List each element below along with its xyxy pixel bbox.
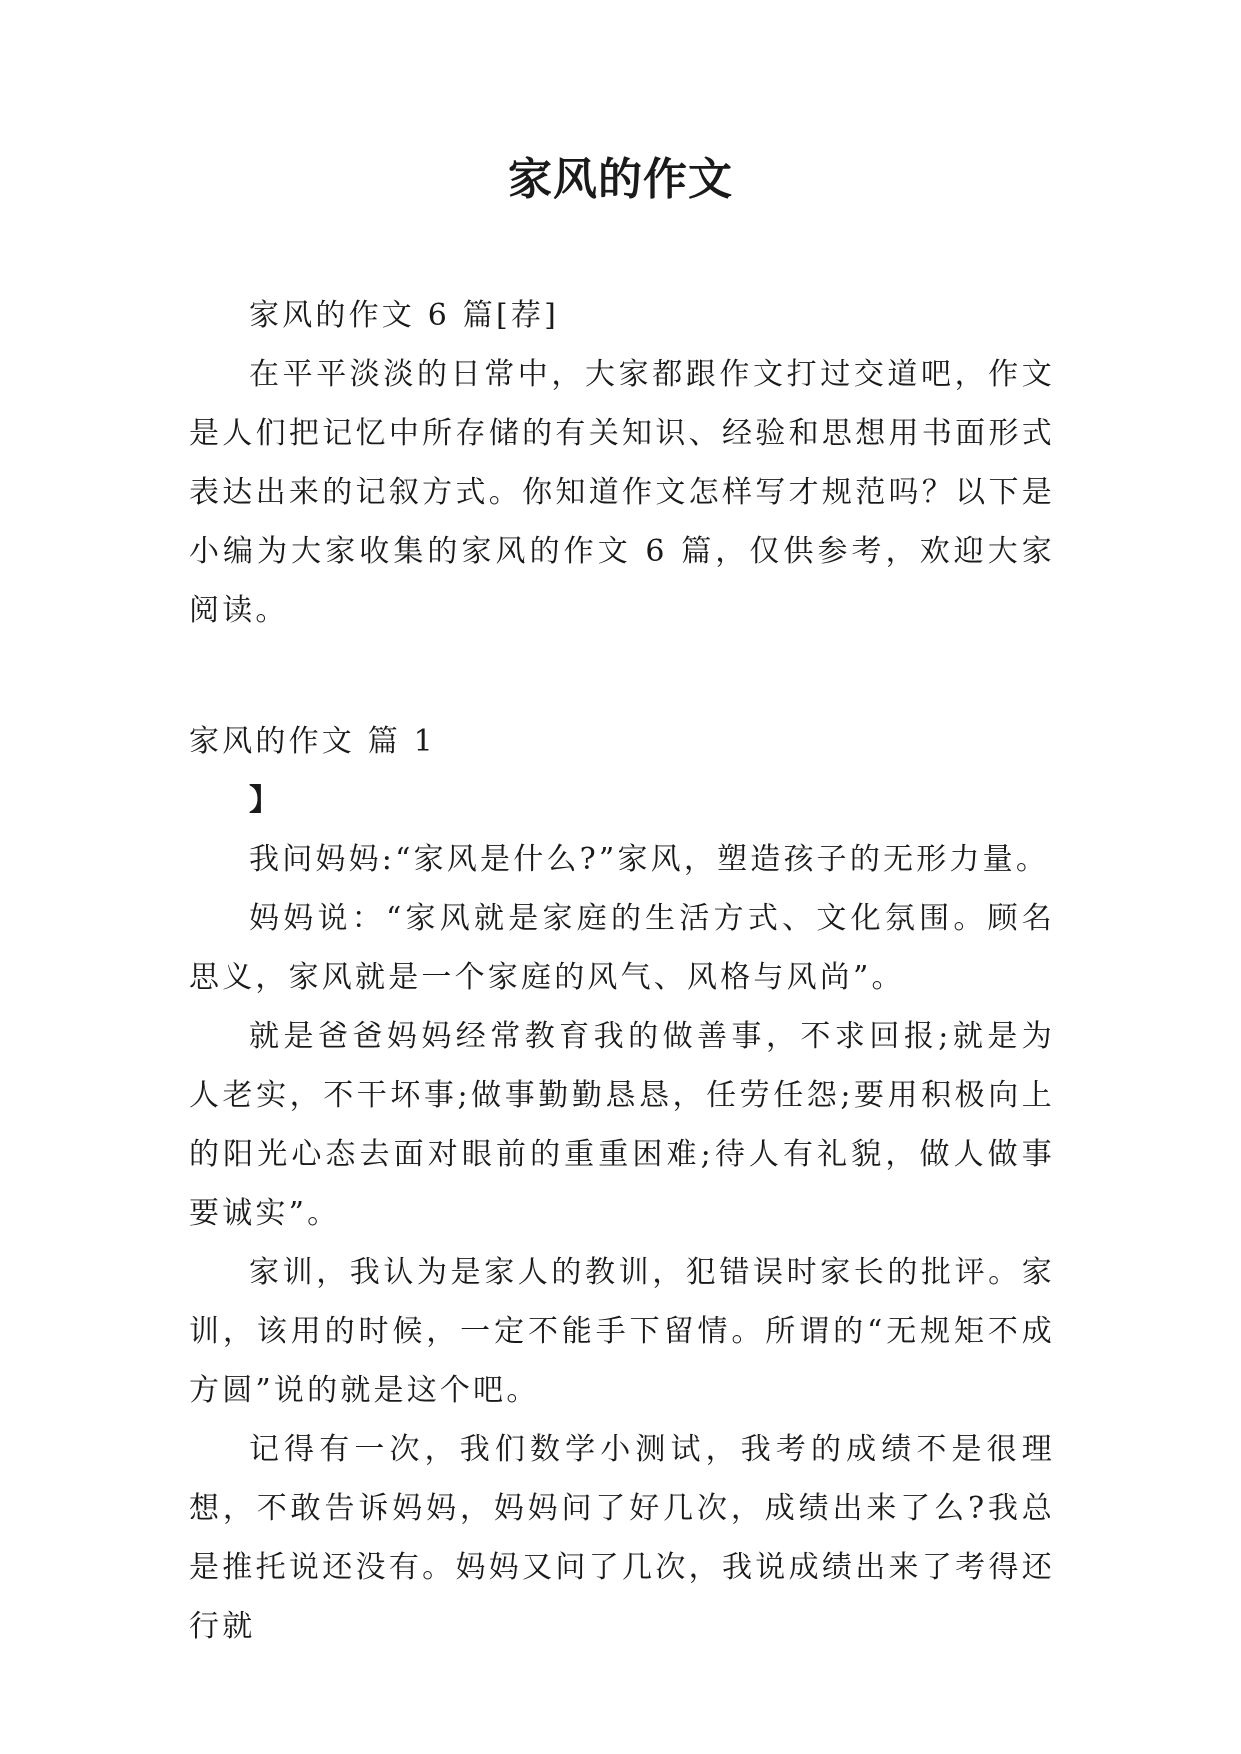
- body-paragraph: 我问妈妈:“家风是什么?”家风，塑造孩子的无形力量。: [249, 842, 1050, 877]
- section-heading: 家风的作文 篇 1: [189, 724, 436, 759]
- body-paragraph: 就是爸爸妈妈经常教育我的做善事，不求回报;就是为人老实，不干坏事;做事勤勤恳恳，任劳任怨;要用积极向上的阳光心态去面对眼前的重重困难;待人有礼貌，做人做事要诚实”。: [189, 1019, 1055, 1231]
- bracket-mark: 】: [249, 783, 283, 818]
- document-body: [189, 286, 1055, 1656]
- body-paragraph: 妈妈说：“家风就是家庭的生活方式、文化氛围。顾名思义，家风就是一个家庭的风气、风格与风尚”。: [189, 901, 1055, 995]
- body-paragraph: 记得有一次，我们数学小测试，我考的成绩不是很理想，不敢告诉妈妈，妈妈问了好几次，成绩出来了么?我总是推托说还没有。妈妈又问了几次，我说成绩出来了考得还行就: [189, 1432, 1055, 1644]
- intro-paragraph: 在平平淡淡的日常中，大家都跟作文打过交道吧，作文是人们把记忆中所存储的有关知识、经验和思想用书面形式表达出来的记叙方式。你知道作文怎样写才规范吗？以下是小编为大家收集的家风的作文 6 篇，仅供参考，欢迎大家阅读。: [189, 357, 1055, 628]
- subtitle-paragraph: 家风的作文 6 篇[荐]: [249, 298, 559, 333]
- body-paragraph: 家训，我认为是家人的教训，犯错误时家长的批评。家训，该用的时候，一定不能手下留情。所谓的“无规矩不成方圆”说的就是这个吧。: [189, 1255, 1055, 1408]
- document-title: 家风的作文: [508, 154, 733, 205]
